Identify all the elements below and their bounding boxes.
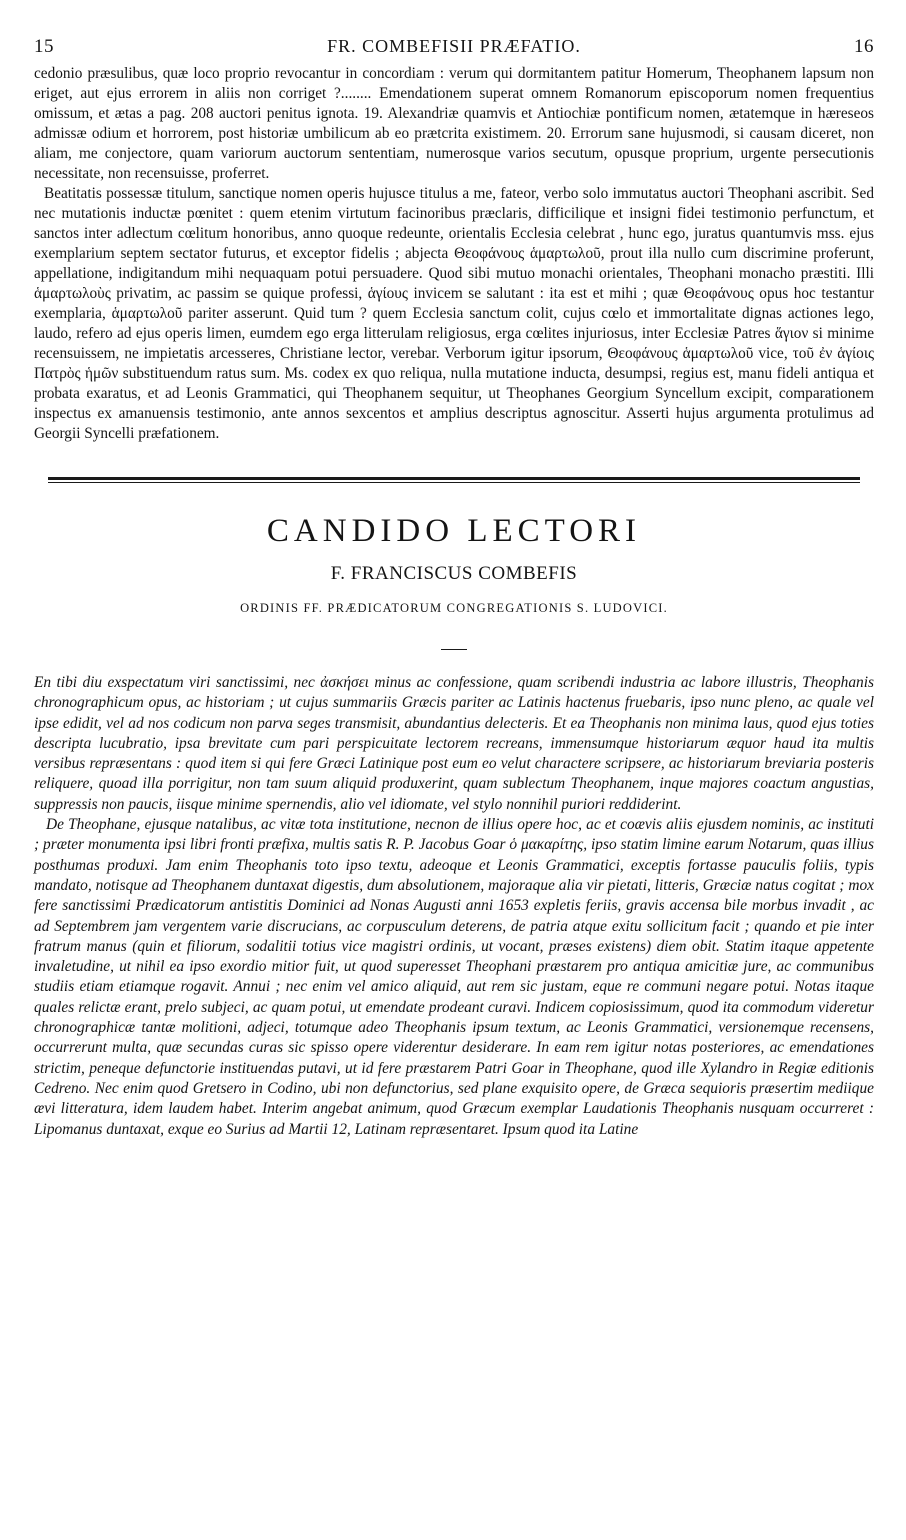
divider-thick-rule [48,477,860,480]
book-page [34,36,874,1140]
preface-paragraph: Beatitatis possessæ titulum, sanctique nomen operis hujusce titulus a me, fateor, verbo solo immutatus auctori Theophani ascribit. Sed nec mutationis inductæ pœnitet : quem etenim virtutum facinoribus præclaris, difficilique et insigni fidei testimonio perfunctum, et sanctos inter adlectum cœlitum honoribus, anno quoque redeunte, orientalis Ecclesia celebrat , hunc ego, juratus quantumvis mss. ejus exemplarium septem sectator futurus, et exceptor fidelis ; abjecta Θεοφάνους ἁμαρτωλοῦ, prout illa nullo cum discrimine proferunt, appellatione, indigitandum mihi nequaquam potui persuadere. Quod sibi mutuo monachi orientales, Theophani monacho præstiti. Illi ἁμαρτωλοὺς privatim, ac passim se quique professi, ἁγίους invicem se salutant : ita est et mihi ; quæ Θεοφάνους opus hoc testantur exemplaria, ἁμαρτωλοῦ pariter asserunt. Quid tum ? quem Ecclesia sanctum colit, cujus cœlo et immortalitate dignas actiones lego, laudo, refero ad ejus operis limen, eumdem ego erga litterulam religiosus, erga cœlites injuriosus, inter Ecclesiæ Patres ἅγιον si minime recensuissem, ne impietatis arcesseres, Christiane lector, verebar. Verborum igitur ipsorum, Θεοφάνους ἁμαρτωλοῦ vice, τοῦ ἐν ἁγίοις Πατρὸς ἡμῶν substituendum ratus sum. Ms. codex ex quo reliqua, nulla mutatione inducta, desumpsi, regius est, manu fideli antiqua et probata exaratus, et ad Leonis Grammatici, qui Theophanem sequitur, ut Theophanes Georgium Syncellum excipit, comparationem inspectus ex amanuensis testimonio, ante annos sexcentos et amplius descriptus agnoscitur. Asserti hujus argumenta protulimus ad Georgii Syncelli præfationem. [34,185,874,442]
running-head [34,36,874,62]
section-author: F. FRANCISCUS COMBEFIS [330,563,578,584]
page-number-left: 15 [34,36,54,57]
letter-paragraph: En tibi diu exspectatum viri sanctissimi, nec ἀσκήσει minus ac confessione, quam scribendi industria ac labore illustris, Theophanis chronographicum opus, ac historiam ; ut cujus summariis Græcis pariter ac Latinis hactenus fruebaris, ipso nunc pleno, ac quale vel ipse edidit, vel ad nos codicum non parva seges transmisit, abundantius delecteris. Et ea Theophanis non minima laus, quod ejus toties descripta lucubratio, ipsa brevitate cum pari perspicuitate lectorem recreans, immensumque historiarum æquor haud ita multis versibus repræsentans : quod item si qui fere Græci Latinique post eum eo velut charactere scripsere, ac historiarum breviaria posteris reliquere, quoad illa porrigitur, non tam suum aliquid produxerint, quam sublectum Theophanem, inque majores coactum angustias, suppressis non paucis, iisque minime spernendis, alio vel idiomate, vel stylo nonnihil puriori reddiderint. [34,674,874,813]
section-order: ORDINIS FF. PRÆDICATORUM CONGREGATIONIS S. LUDOVICI. [240,601,668,615]
letter-text [34,673,874,1140]
section-divider [34,477,874,483]
section-title: CANDIDO LECTORI [266,513,642,549]
preface-text [34,64,874,444]
short-dash-divider [441,649,467,650]
divider-thin-rule [48,482,860,483]
preface-paragraph: cedonio præsulibus, quæ loco proprio revocantur in concordiam : verum qui dormitantem patitur Homerum, Theophanem lapsum non eriget, aut ejus errorem in aliis non corriget ?........ Emendationem superat omnem Romanorum episcoporum nomen frequentius omissum, et ætas a pag. 208 auctori penitus ignota. 19. Alexandriæ quamvis et Antiochiæ pontificum nomen, ætatemque in hæreseos admissæ odium et horrorem, post historiæ umbilicum ab eo prætcrita existimem. 20. Errorum sane hujusmodi, si causam diceret, non aliam, me conjectore, quam variorum auctorum sententiam, numerosque varios secutum, opusque proprium, urgente persecutionis necessitate, non recensuisse, proferret. [34,65,874,182]
page-number-right: 16 [853,36,874,57]
running-head-title: FR. COMBEFISII PRÆFATIO. [327,36,581,56]
letter-paragraph: De Theophane, ejusque natalibus, ac vitæ tota institutione, necnon de illius opere hoc, ac et coævis aliis ejusdem nominis, ac instituti ; præter monumenta ipsi libri fronti præfixa, multis satis R. P. Jacobus Goar ὁ μακαρίτης, ipso statim limine earum Notarum, quas illius posthumas produxi. Jam enim Theophanis toto ipso textu, adeoque et Leonis Grammatici, exceptis fortasse pauculis foliis, typis mandato, notisque ad Theophanem duntaxat digestis, dum absolutionem, majoraque alia vir pietati, litteris, Græciæ natus cogitat ; mox fere sanctissimi Prædicatorum antistitis Dominici ad Nonas Augusti anni 1653 expletis feriis, gravis accensa bile morbus invadit , ac ad Septembrem jam vergentem varie discrucians, ac corpusculum deterens, de patria atque exitu sollicitum facit ; quando et pie inter fratrum manus (quin et filiorum, sodalitii totius vice magistri ordinis, ut vocant, præses existens) diem obit. Statim itaque appetente invaletudine, ut nihil ea ipso exordio mitior fuit, ut quod superesset Theophani præstarem pro antiqua amicitiæ jure, ac communibus studiis etiam etiamque rogavit. Annui ; nec enim vel amico aliquid, aut rem sic justam, eque re communi negare potui. Notas itaque quales relictæ erant, prelo subjeci, ac quam potui, ut emendate prodeant curavi. Indicem copiosissimum, quod ita commodum videretur chronographicæ tantæ molitioni, adjeci, totumque adeo Theophanis ipsum textum, ac Leonis Grammatici, versionemque recensens, occurrerunt multa, quæ secundas curas sic spisso opere viderentur desiderare. In eam rem igitur notas posteriores, ac emendationes strictim, peneque defunctorie instituendas putavi, ut id fere præstarem Patri Goar in Theophane, quod ille Xylandro in Regiæ editionis Cedreno. Nec enim quod Gretsero in Codino, ubi non defunctorius, sed plane exquisito opere, de Græca sequioris præsertim mediique ævi litteratura, idem laudem habet. Interim angebat animum, quod Græcum exemplar Laudationis Theophanis nusquam occurreret : Lipomanus duntaxat, exque eo Surius ad Martii 12, Latinam repræsentaret. Ipsum quod ita Latine [34,816,874,1138]
